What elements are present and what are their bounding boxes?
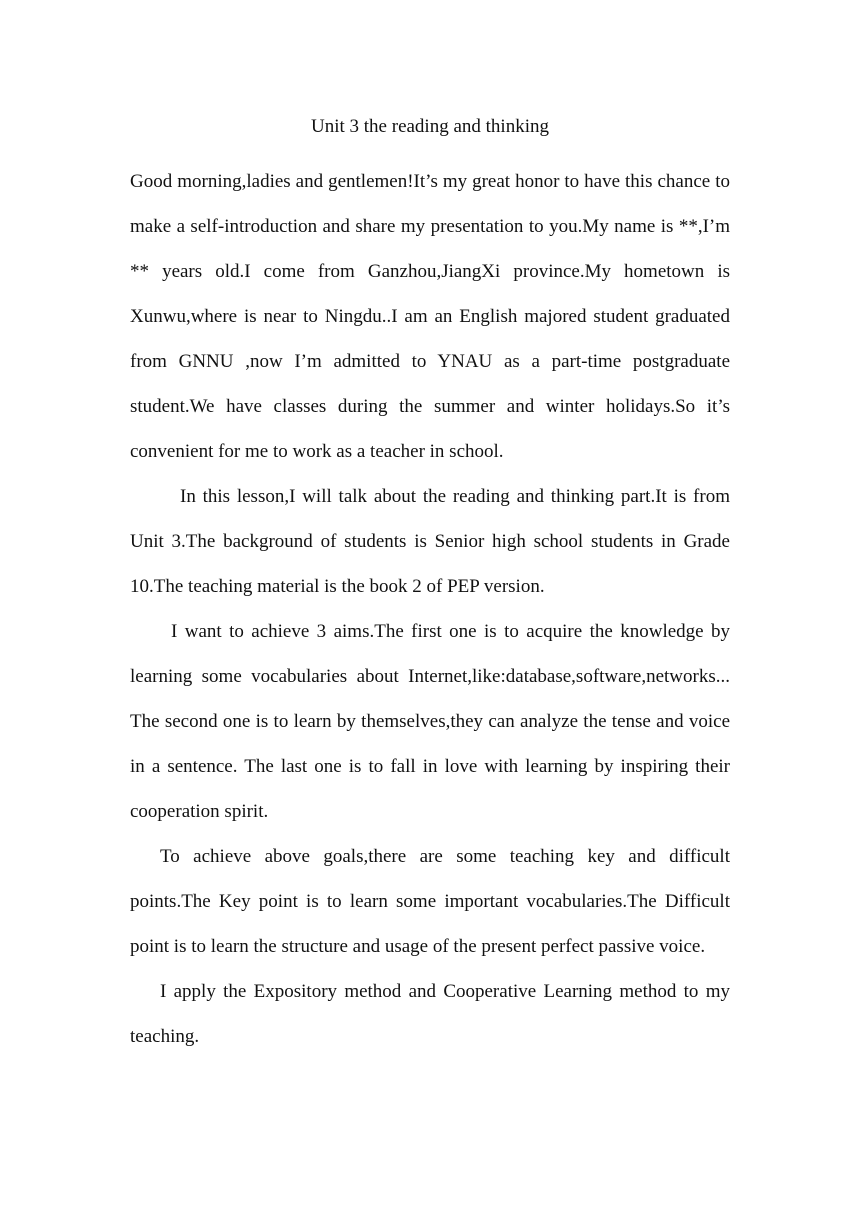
paragraph-teaching-methods: I apply the Expository method and Cooperative Learning method to my teaching.: [130, 981, 730, 1047]
paragraph-teaching-aims: I want to achieve 3 aims.The first one is to acquire the knowledge by learning some vocabularies about Internet,like:database,software,networks... The second one is to learn by themselves,they can analyze the tense and voice in a sentence. The last one is to fall in love with learning by inspiring their cooperation spirit.: [130, 621, 730, 822]
document-body: [130, 159, 730, 1059]
paragraph-lesson-background: In this lesson,I will talk about the reading and thinking part.It is from Unit 3.The background of students is Senior high school students in Grade 10.The teaching material is the book 2 of PEP version.: [130, 486, 730, 597]
document-title: Unit 3 the reading and thinking: [311, 116, 549, 137]
paragraph-introduction: Good morning,ladies and gentlemen!It’s my great honor to have this chance to make a self-introduction and share my presentation to you.My name is **,I’m ** years old.I come from Ganzhou,JiangXi province.My hometown is Xunwu,where is near to Ningdu..I am an English majored student graduated from GNNU ,now I’m admitted to YNAU as a part-time postgraduate student.We have classes during the summer and winter holidays.So it’s convenient for me to work as a teacher in school.: [130, 171, 730, 462]
paragraph-key-difficult-points: To achieve above goals,there are some teaching key and difficult points.The Key point is to learn some important vocabularies.The Difficult point is to learn the structure and usage of the present perfect passive voice.: [130, 846, 730, 957]
